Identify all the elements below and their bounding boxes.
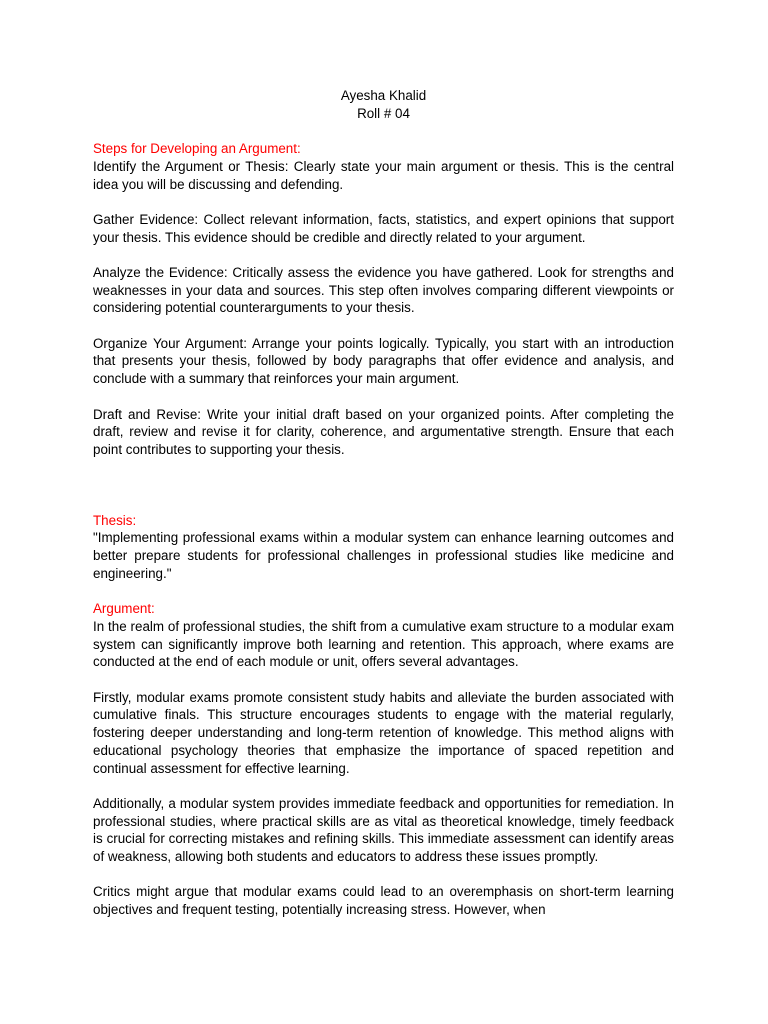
thesis-statement: "Implementing professional exams within a modular system can enhance learning outcomes and better prepare students for professional challenges in professional studies like medicine and engineering." [93,530,674,581]
argument-heading: Argument: [93,601,155,617]
author-name: Ayesha Khalid [340,88,427,103]
step-paragraph: Gather Evidence: Collect relevant information, facts, statistics, and expert opinions that support your thesis. This evidence should be credible and directly related to your argument. [93,211,674,245]
steps-heading: Steps for Developing an Argument: [93,141,301,157]
argument-paragraph: Critics might argue that modular exams could lead to an overemphasis on short-term learning objectives and frequent testing, potentially increasing stress. However, when [93,884,674,918]
document-header [93,87,674,122]
thesis-heading: Thesis: [93,512,137,528]
step-paragraph: Organize Your Argument: Arrange your points logically. Typically, you start with an introduction that presents your thesis, followed by body paragraphs that offer evidence and analysis, and conclude with a summary that reinforces your main argument. [93,335,674,387]
argument-paragraph: Additionally, a modular system provides immediate feedback and opportunities for remediation. In professional studies, where practical skills are as vital as theoretical knowledge, timely feedback is crucial for correcting mistakes and refining skills. This immediate assessment can identify areas of weakness, allowing both students and educators to address these issues promptly. [93,795,674,864]
step-paragraph: Identify the Argument or Thesis: Clearly state your main argument or thesis. This is the central idea you will be discussing and defending. [93,158,674,192]
argument-section [93,600,674,919]
argument-paragraph: In the realm of professional studies, the shift from a cumulative exam structure to a modular exam system can significantly improve both learning and retention. This approach, where exams are conducted at the end of each module or unit, offers several advantages. [93,618,674,670]
steps-section [93,140,674,459]
step-paragraph: Draft and Revise: Write your initial draft based on your organized points. After completing the draft, review and revise it for clarity, coherence, and argumentative strength. Ensure that each point contributes to supporting your thesis. [93,406,674,457]
roll-number: Roll # 04 [357,105,410,121]
thesis-section [93,512,674,583]
document-page [93,87,674,919]
argument-paragraph: Firstly, modular exams promote consistent study habits and alleviate the burden associated with cumulative finals. This structure encourages students to engage with the material regularly, fostering deeper understanding and long-term retention of knowledge. This method aligns with educational psychology theories that emphasize the importance of spaced repetition and continual assessment for effective learning. [93,689,674,776]
step-paragraph: Analyze the Evidence: Critically assess the evidence you have gathered. Look for strengths and weaknesses in your data and sources. This step often involves comparing different viewpoints or considering potential counterarguments to your thesis. [93,264,674,316]
